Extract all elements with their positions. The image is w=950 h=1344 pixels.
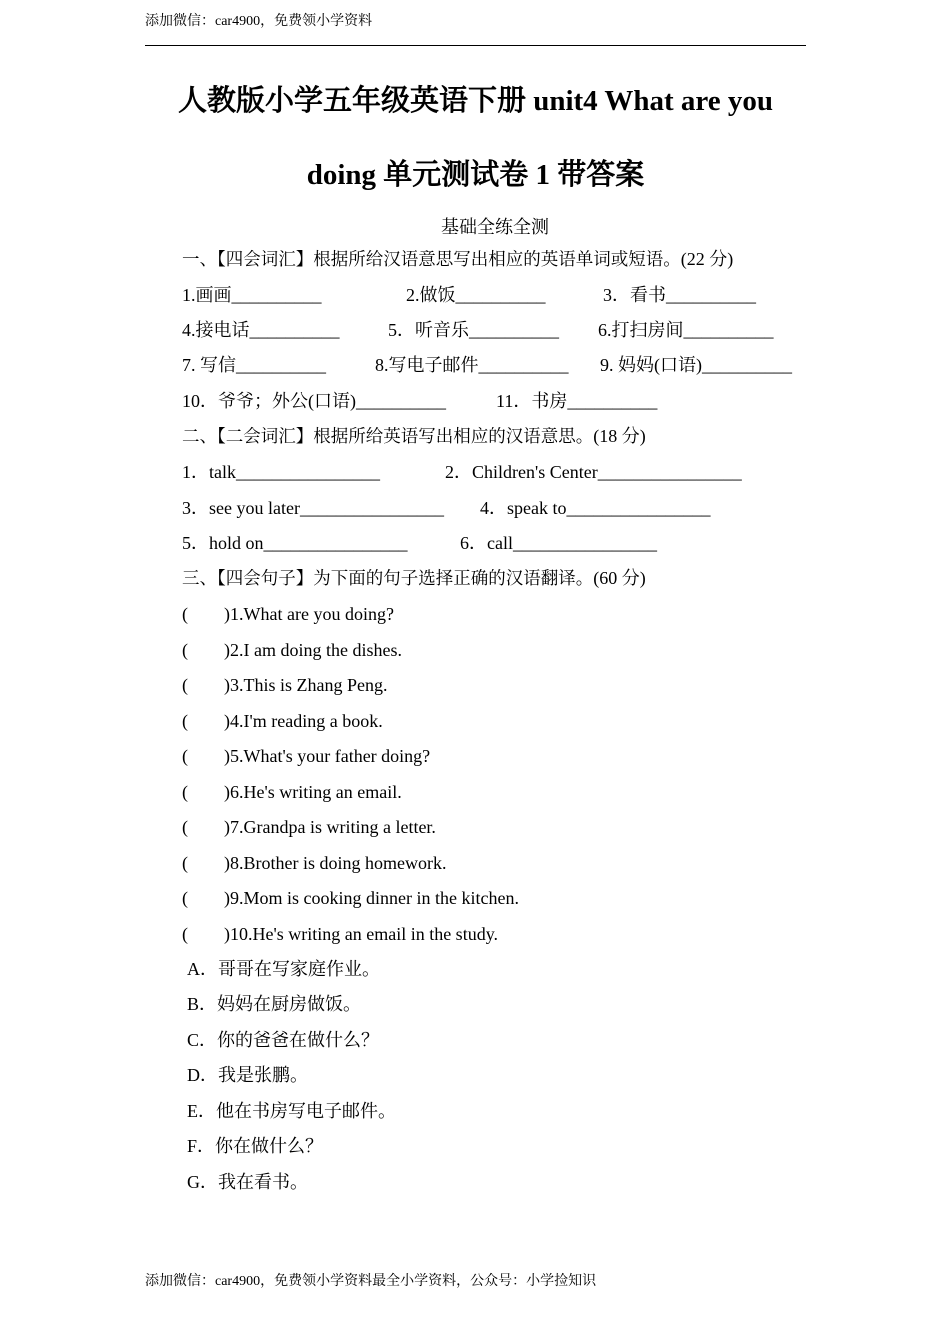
term-item: 1．talk________________ bbox=[182, 462, 380, 482]
vocab-item: 10．爷爷；外公(口语)__________ bbox=[182, 391, 446, 411]
section-2-heading-text: 二、【二会词汇】根据所给英语写出相应的汉语意思。 bbox=[182, 427, 594, 447]
question-item: ( )6.He's writing an email. bbox=[182, 782, 402, 802]
question-item: ( )9.Mom is cooking dinner in the kitchen. bbox=[182, 888, 519, 908]
section-1-points: (22 分) bbox=[680, 249, 734, 269]
section-1-heading-text: 一、【四会词汇】根据所给汉语意思写出相应的英语单词或短语。 bbox=[182, 250, 681, 270]
question-item: ( )4.I'm reading a book. bbox=[182, 711, 383, 731]
term-item: 2．Children's Center________________ bbox=[445, 462, 742, 482]
section-3-heading bbox=[182, 566, 646, 591]
question-item: ( )10.He's writing an email in the study. bbox=[182, 924, 499, 944]
header-note: 添加微信：car4900，免费领小学资料 bbox=[145, 14, 373, 29]
question-item: ( )5.What's your father doing? bbox=[182, 746, 431, 766]
vocab-item: 6.打扫房间__________ bbox=[598, 320, 774, 340]
vocab-item: 7. 写信__________ bbox=[182, 355, 326, 375]
answer-option: F．你在做什么？ bbox=[187, 1136, 324, 1156]
term-item: 3．see you later________________ bbox=[182, 498, 444, 518]
section-3-points: (60 分) bbox=[593, 568, 646, 588]
term-item: 6．call________________ bbox=[460, 533, 657, 553]
question-item: ( )8.Brother is doing homework. bbox=[182, 853, 447, 873]
answer-option: E．他在书房写电子邮件。 bbox=[187, 1101, 396, 1121]
answer-option: G．我在看书。 bbox=[187, 1172, 308, 1192]
section-2-heading bbox=[182, 424, 646, 449]
vocab-item: 9. 妈妈(口语)__________ bbox=[600, 355, 792, 375]
vocab-item: 11．书房__________ bbox=[496, 391, 658, 411]
vocab-item: 4.接电话__________ bbox=[182, 320, 340, 340]
vocab-item: 1.画画__________ bbox=[182, 285, 322, 305]
vocab-item: 8.写电子邮件__________ bbox=[375, 355, 569, 375]
question-item: ( )2.I am doing the dishes. bbox=[182, 640, 402, 660]
section-3-heading-text: 三、【四会句子】为下面的句子选择正确的汉语翻译。 bbox=[182, 569, 594, 589]
header-divider bbox=[145, 45, 806, 46]
page-title-line-1: 人教版小学五年级英语下册 unit4 What are you bbox=[177, 85, 774, 117]
term-item: 5．hold on________________ bbox=[182, 533, 408, 553]
footer-note: 添加微信：car4900，免费领小学资料最全小学资料，公众号：小学捡知识 bbox=[145, 1274, 597, 1289]
answer-option: C．你的爸爸在做什么？ bbox=[187, 1030, 380, 1050]
page-subtitle: 基础全练全测 bbox=[441, 217, 549, 238]
vocab-item: 3．看书__________ bbox=[603, 285, 756, 305]
section-1-heading bbox=[182, 247, 733, 272]
question-item: ( )3.This is Zhang Peng. bbox=[182, 675, 388, 695]
vocab-item: 5．听音乐__________ bbox=[388, 320, 559, 340]
answer-option: B．妈妈在厨房做饭。 bbox=[187, 994, 362, 1014]
term-item: 4．speak to________________ bbox=[480, 498, 711, 518]
section-2-points: (18 分) bbox=[593, 426, 646, 446]
question-item: ( )7.Grandpa is writing a letter. bbox=[182, 817, 436, 837]
vocab-item: 2.做饭__________ bbox=[406, 285, 546, 305]
answer-option: A．哥哥在写家庭作业。 bbox=[187, 959, 380, 979]
answer-option: D．我是张鹏。 bbox=[187, 1065, 308, 1085]
question-item: ( )1.What are you doing? bbox=[182, 604, 394, 624]
page-title-line-2: doing 单元测试卷 1 带答案 bbox=[306, 159, 645, 191]
